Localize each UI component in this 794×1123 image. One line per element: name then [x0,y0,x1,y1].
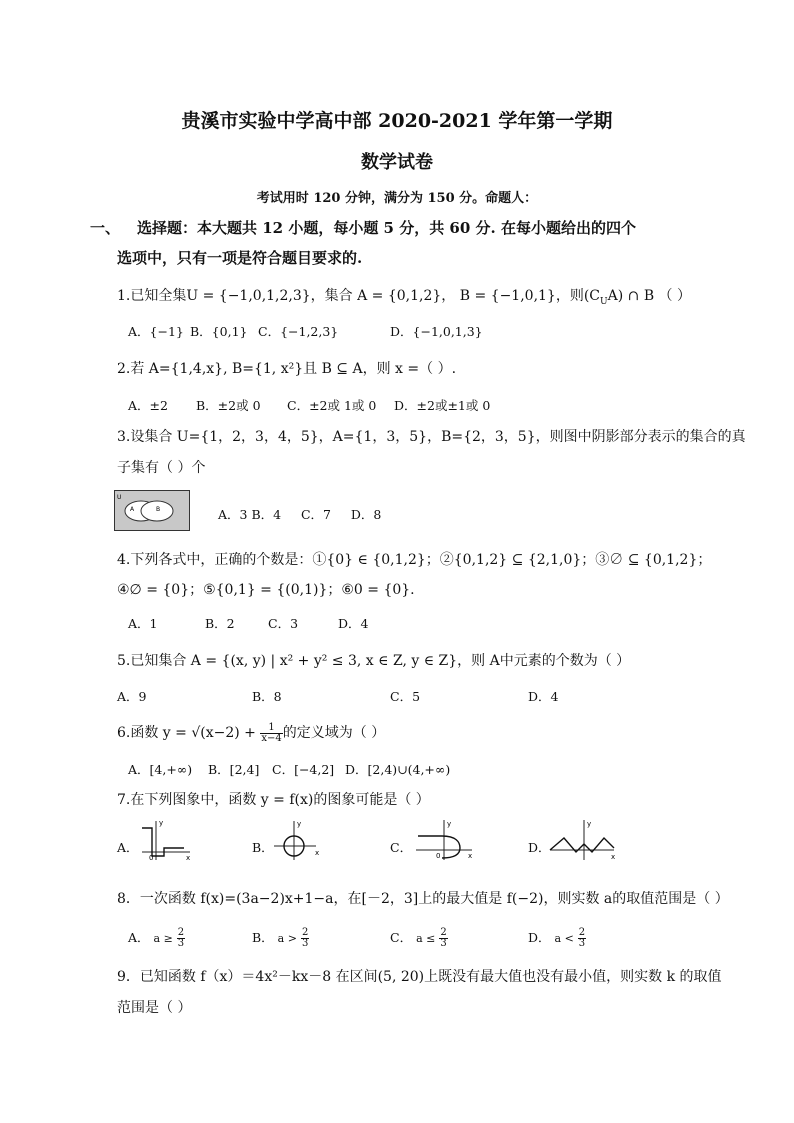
question-1-option-b[interactable]: B．{0,1} [190,324,248,339]
question-8-option-d-den: 3 [578,938,586,949]
question-7-option-c[interactable]: C． [390,840,413,855]
graph-a-y-label: y [159,819,164,827]
question-6-option-a[interactable]: A．[4,+∞) [128,762,193,777]
question-8-option-b-frac [301,928,309,949]
exam-subtitle: 数学试卷 [361,152,433,173]
question-2-option-b[interactable]: B．±2或 0 [196,398,261,413]
question-8-stem: 8．一次函数 f(x)=(3a−2)x+1−a，在[－2，3]上的最大值是 f(−2)，则实数 a的取值范围是（ ） [117,891,729,907]
question-8-option-d-letter: D． [528,930,551,945]
question-6-stem-pre: 6.函数 y = √(x−2) + [117,725,261,741]
graph-c-origin: 0 [436,852,441,860]
graph-c-y-label: y [447,820,452,828]
question-6-stem [117,722,385,744]
graph-b-x-label: x [315,849,320,857]
question-8-option-d-num: 2 [578,927,586,938]
question-6-stem-post: 的定义域为（ ） [282,725,386,741]
exam-title: 贵溪市实验中学高中部 2020-2021 学年第一学期 [181,110,613,132]
question-2-option-d[interactable]: D．±2或±1或 0 [394,398,491,413]
question-1-option-a[interactable]: A．{−1} [128,324,184,339]
graph-d [548,818,620,862]
question-9-stem-line2: 范围是（ ） [117,1000,192,1016]
question-8-option-a-frac [177,928,185,949]
question-1-stem-sub: U [600,296,608,307]
question-5-stem: 5.已知集合 A = {(x, y) | x² + y² ≤ 3, x ∈ Z, y ∈ Z}，则 A中元素的个数为（ ） [117,653,631,669]
question-8-option-c-rel: a ≤ [416,932,436,945]
graph-c [412,818,476,862]
question-3-stem-line2: 子集有（ ）个 [117,460,206,476]
question-4-stem: 4.下列各式中，正确的个数是：①{0} ∈ {0,1,2}；②{0,1,2} ⊆ {2,1,0}；③∅ ⊆ {0,1,2}； [117,552,712,568]
question-2-option-c[interactable]: C．±2或 1或 0 [287,398,377,413]
question-8-option-c-letter: C． [390,930,413,945]
question-8-option-d-rel: a < [554,932,574,945]
question-1-option-c[interactable]: C．{−1,2,3} [258,324,339,339]
question-8-option-a-num: 2 [177,927,185,938]
question-6-option-d[interactable]: D．[2,4)∪(4,+∞) [345,762,451,777]
question-8-option-d-frac [578,928,586,949]
graph-b [270,818,326,862]
question-5-option-b[interactable]: B．8 [252,689,282,704]
question-9-stem: 9．已知函数 f（x）＝4x²－kx－8 在区间(5, 20)上既没有最大值也没有最小值，则实数 k 的取值 [117,969,722,985]
question-1-option-d[interactable]: D．{−1,0,1,3} [390,324,483,339]
question-3-stem: 3.设集合 U={1，2，3，4，5}，A={1，3，5}，B={2，3，5}，则图中阴影部分表示的集合的真 [117,429,746,445]
question-6-option-c[interactable]: C．[−4,2] [272,762,335,777]
question-5-option-a[interactable]: A．9 [117,689,147,704]
graph-c-x-label: x [468,852,473,860]
question-5-option-c[interactable]: C．5 [390,689,421,704]
graph-a-x-label: x [186,854,191,862]
venn-label-u: U [117,494,122,501]
question-8-option-a-letter: A． [128,930,150,945]
question-2-stem: 2.若 A={1,4,x}, B={1, x²}且 B ⊆ A，则 x =（ ）. [117,361,457,377]
question-4-option-c[interactable]: C．3 [268,616,299,631]
section-instructions-line2: 选项中，只有一项是符合题目要求的. [117,249,363,267]
question-5-option-d[interactable]: D．4 [528,689,559,704]
question-7-stem: 7.在下列图象中，函数 y = f(x)的图象可能是（ ） [117,792,430,808]
question-6-frac-num: 1 [260,723,282,734]
question-8-option-d[interactable] [528,928,586,949]
question-8-option-c-num: 2 [440,927,447,938]
question-4-option-b[interactable]: B．2 [205,616,235,631]
graph-a [140,818,196,862]
question-6-option-b[interactable]: B．[2,4] [208,762,260,777]
question-8-option-a[interactable] [128,928,185,949]
graph-b-y-label: y [297,820,302,828]
question-8-option-b-den: 3 [301,938,309,949]
question-8-option-b-num: 2 [301,927,309,938]
question-8-option-a-rel: a ≥ [153,932,173,945]
venn-diagram [114,490,190,531]
question-6-frac-den: x−4 [261,732,282,744]
graph-d-x-label: x [611,853,616,861]
question-1-stem-tail: A) ∩ B （ ） [607,288,692,304]
question-7-option-d[interactable]: D． [528,840,551,855]
section-number: 一、 [90,219,121,237]
section-instructions-line1: 选择题：本大题共 12 小题，每小题 5 分，共 60 分. 在每小题给出的四个 [137,219,636,237]
graph-a-origin: 0 [149,854,154,862]
question-7-option-a[interactable]: A． [117,840,139,855]
venn-label-b: B [156,506,161,513]
question-8-option-c-frac [439,928,447,949]
question-8-option-b-rel: a > [277,932,297,945]
question-2-option-a[interactable]: A．±2 [128,398,168,413]
question-8-option-c-den: 3 [440,938,447,949]
question-8-option-b[interactable] [252,928,309,949]
question-4-stem-line2: ④∅ = {0}；⑤{0,1} = {(0,1)}；⑥0 = {0}. [117,582,415,598]
question-6-fraction [260,723,282,744]
question-1-stem-main: 1.已知全集U = {−1,0,1,2,3}，集合 A = {0,1,2}， B = {−1,0,1}，则(C [117,288,601,304]
venn-label-a: A [130,506,135,513]
exam-info: 考试用时 120 分钟，满分为 150 分。命题人： [256,191,538,206]
graph-d-y-label: y [587,820,592,828]
question-8-option-a-den: 3 [177,938,185,949]
question-8-option-c[interactable] [390,928,448,949]
question-7-option-b[interactable]: B． [252,840,274,855]
question-4-option-d[interactable]: D．4 [338,616,369,631]
question-4-option-a[interactable]: A．1 [128,616,158,631]
question-1-stem [117,285,691,307]
question-8-option-b-letter: B． [252,930,274,945]
question-3-options[interactable]: A．3 B．4 C．7 D．8 [218,507,382,522]
